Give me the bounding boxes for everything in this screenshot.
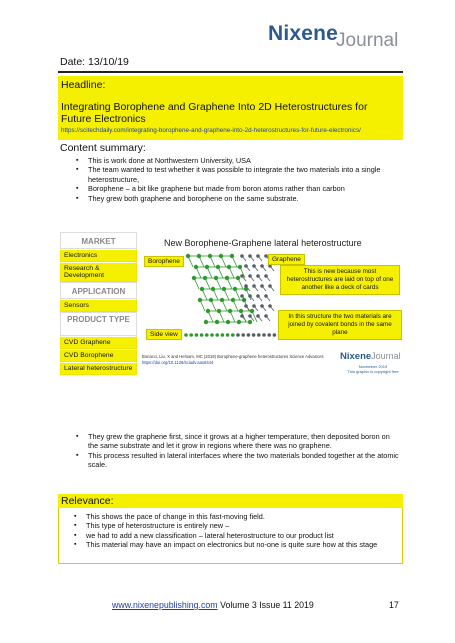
- borophene-atom: [204, 320, 208, 324]
- borophene-atom: [215, 320, 219, 324]
- borophene-atom: [208, 254, 212, 258]
- graphene-side-atom: [262, 333, 266, 337]
- content-summary-list: [74, 156, 394, 203]
- market-item: Research & Development: [60, 262, 137, 282]
- graphene-atom: [264, 314, 268, 318]
- graphene-atom: [260, 304, 264, 308]
- graphene-atom: [248, 254, 252, 258]
- application-item: Sensors: [60, 299, 137, 312]
- figure-logo-date: November 2019: [358, 364, 388, 369]
- graphene-side-atom: [247, 333, 251, 337]
- graphene-atom: [240, 274, 244, 278]
- graphene-atom: [240, 294, 244, 298]
- borophene-atom: [216, 265, 220, 269]
- graphene-atom: [244, 284, 248, 288]
- list-item: ▪ This type of heterostructure is entirely new –: [72, 521, 394, 530]
- side-view-label: Side view: [146, 329, 182, 340]
- borophene-atom: [225, 276, 229, 280]
- market-header: MARKET: [60, 232, 137, 249]
- journal-logo: [268, 22, 418, 54]
- note-stacked: This is new because most heterostructures are laid on top of one another like a deck of cards: [280, 265, 400, 295]
- graphene-side-atom: [257, 333, 261, 337]
- market-item: Electronics: [60, 249, 137, 262]
- borophene-side-atom: [226, 333, 230, 337]
- relevance-list: [72, 512, 394, 550]
- borophene-atom: [219, 254, 223, 258]
- application-header: APPLICATION: [60, 282, 137, 299]
- borophene-atom: [205, 265, 209, 269]
- graphene-atom: [268, 284, 272, 288]
- borophene-side-atom: [210, 333, 214, 337]
- graphene-side-atom: [241, 333, 245, 337]
- borophene-atom: [197, 254, 201, 258]
- borophene-atom: [217, 309, 221, 313]
- graphene-atom: [248, 314, 252, 318]
- graphene-atom: [256, 274, 260, 278]
- content-summary-title: Content summary:: [60, 142, 146, 154]
- borophene-atom: [200, 287, 204, 291]
- footer-link[interactable]: www.nixenepublishing.com: [112, 600, 218, 610]
- classification-sidebar: [60, 232, 137, 375]
- product-type-header: PRODUCT TYPE: [60, 312, 137, 336]
- borophene-atom: [209, 298, 213, 302]
- list-item: ▪ This shows the pace of change in this fast-moving field.: [72, 512, 394, 521]
- borophene-side-atom: [221, 333, 225, 337]
- graphene-side-atom: [236, 333, 240, 337]
- headline-box: [58, 76, 403, 140]
- graphene-atom: [244, 264, 248, 268]
- graphene-atom: [240, 314, 244, 318]
- borophene-label: Borophene: [144, 256, 184, 267]
- product-type-item: CVD Graphene: [60, 336, 137, 349]
- list-item: ▪ we had to add a new classification – lateral heterostructure to our product list: [72, 531, 394, 540]
- borophene-atom: [250, 309, 254, 313]
- borophene-atom: [206, 309, 210, 313]
- headline-label: Headline:: [61, 79, 106, 91]
- borophene-atom: [236, 276, 240, 280]
- headline-title: Integrating Borophene and Graphene Into 2D Heterostructures for Future Electronics: [61, 101, 368, 125]
- page-number: 17: [389, 600, 399, 610]
- graphene-side-atom: [252, 333, 256, 337]
- graphene-atom: [256, 314, 260, 318]
- graphene-atom: [252, 284, 256, 288]
- borophene-atom: [248, 320, 252, 324]
- borophene-atom: [186, 254, 190, 258]
- list-item: ▪ They grew both graphene and borophene on the same substrate.: [74, 194, 394, 203]
- graphene-atom: [256, 294, 260, 298]
- borophene-side-atom: [231, 333, 235, 337]
- graphene-atom: [256, 254, 260, 258]
- product-type-item: CVD Borophene: [60, 349, 137, 362]
- list-item: ▪ This material may have an impact on electronics but no-one is quite sure how at this stage: [72, 540, 394, 549]
- borophene-atom: [238, 265, 242, 269]
- relevance-header: Relevance:: [58, 494, 403, 508]
- borophene-atom: [237, 320, 241, 324]
- logo-part1: Nixene: [268, 22, 339, 45]
- footer-issue: Volume 3 Issue 11 2019: [220, 600, 314, 610]
- graphene-atom: [248, 294, 252, 298]
- borophene-atom: [194, 265, 198, 269]
- borophene-atom: [214, 276, 218, 280]
- figure-title: New Borophene-Graphene lateral heterostructure: [164, 238, 362, 248]
- borophene-atom: [220, 298, 224, 302]
- graphene-atom: [252, 304, 256, 308]
- graphene-atom: [264, 294, 268, 298]
- figure-logo-copyright: This graphic is copyright free: [347, 369, 399, 374]
- figure-logo-part1: Nixene: [340, 351, 372, 362]
- borophene-atom: [192, 276, 196, 280]
- borophene-atom: [227, 265, 231, 269]
- borophene-atom: [198, 298, 202, 302]
- borophene-side-atom: [215, 333, 219, 337]
- list-item: ▪ This process resulted in lateral interfaces where the two materials bonded together at the atomic scale.: [74, 451, 400, 470]
- graphene-atom: [260, 284, 264, 288]
- graphene-atom: [240, 254, 244, 258]
- borophene-atom: [226, 320, 230, 324]
- borophene-atom: [233, 287, 237, 291]
- figure-logo: [340, 346, 406, 374]
- borophene-atom: [222, 287, 226, 291]
- borophene-side-atom: [200, 333, 204, 337]
- graphene-atom: [268, 304, 272, 308]
- list-item: ▪ The team wanted to test whether it was possible to integrate the two materials into a single heterostructure,: [74, 165, 394, 184]
- list-item: ▪ This is work done at Northwestern University, USA: [74, 156, 394, 165]
- figure-logo-part2: Journal: [371, 351, 401, 361]
- list-item: ▪ Borophene – a bit like graphene but made from boron atoms rather than carbon: [74, 184, 394, 193]
- graphene-side-atom: [273, 333, 277, 337]
- reference-text: Bonacci, Liu, X and Hersam, MC (2019) Borophene-graphene heterostructures Science Advances: [142, 354, 324, 359]
- date-line: Date: 13/10/19: [58, 56, 403, 73]
- process-list: [74, 432, 400, 470]
- borophene-side-atom: [205, 333, 209, 337]
- graphene-atom: [248, 274, 252, 278]
- reference-link[interactable]: https://doi.org/10.1126/sciadv.aax6444: [142, 360, 214, 365]
- borophene-atom: [228, 309, 232, 313]
- graphene-atom: [244, 304, 248, 308]
- graphene-atom: [264, 274, 268, 278]
- heterostructure-figure: [140, 234, 410, 384]
- graphene-side-atom: [267, 333, 271, 337]
- note-covalent: In this structure the two materials are joined by covalent bonds in the same plane: [278, 310, 402, 340]
- borophene-side-atom: [184, 333, 188, 337]
- list-item: ▪ They grew the graphene first, since it grows at a higher temperature, then deposited boron on the same substrate and let it grow in regions where there was no graphene.: [74, 432, 400, 451]
- borophene-atom: [231, 298, 235, 302]
- footer: [112, 600, 314, 610]
- borophene-atom: [239, 309, 243, 313]
- graphene-atom: [252, 264, 256, 268]
- borophene-atom: [203, 276, 207, 280]
- figure-reference: [142, 354, 324, 366]
- graphene-atom: [260, 264, 264, 268]
- product-type-item: Lateral heterostructure: [60, 362, 137, 375]
- borophene-atom: [211, 287, 215, 291]
- graphene-label: Graphene: [268, 254, 305, 265]
- headline-url[interactable]: https://scitechdaily.com/integrating-borophene-and-graphene-into-2d-heterostructures-for-future-electronics/: [61, 127, 361, 134]
- borophene-side-atom: [189, 333, 193, 337]
- borophene-side-atom: [195, 333, 199, 337]
- logo-part2: Journal: [336, 30, 399, 51]
- borophene-atom: [230, 254, 234, 258]
